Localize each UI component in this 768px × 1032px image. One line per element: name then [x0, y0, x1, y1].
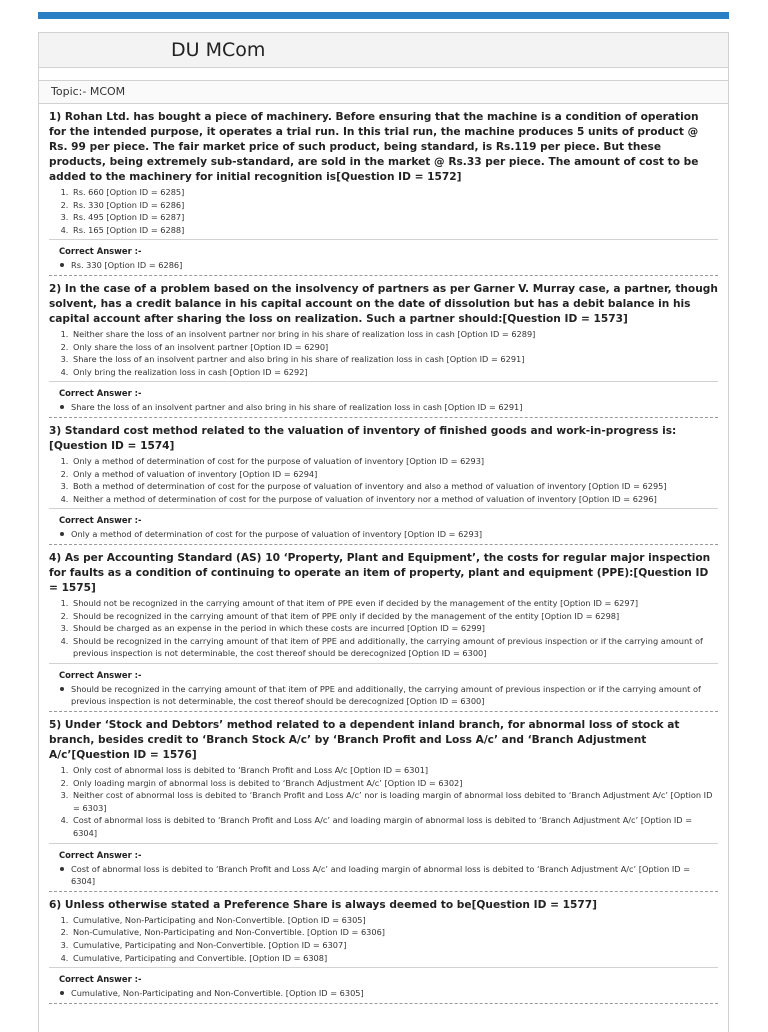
- correct-answer-item: [59, 683, 708, 708]
- option-item: 2. Should be recognized in the carrying amount of that item of PPE only if decided by the management of the entity [Option ID = 6298]: [71, 610, 718, 623]
- option-item: 1. Only cost of abnormal loss is debited to ‘Branch Profit and Loss A/c [Option ID = 6301]: [71, 764, 718, 777]
- title-row: [39, 32, 728, 68]
- correct-answer-block: [49, 239, 718, 276]
- option-item: 4. Cumulative, Participating and Convertible. [Option ID = 6308]: [71, 952, 718, 965]
- correct-answer-label: Correct Answer :-: [59, 669, 142, 680]
- question-block: [39, 892, 728, 1004]
- option-item: 4. Should be recognized in the carrying amount of that item of PPE and additionally, the carrying amount of previous inspection or if the carrying amount of previous inspection is not determinable, the cost thereof should be derecognized [Option ID = 6300]: [71, 635, 718, 660]
- question-block: [39, 545, 728, 712]
- option-item: 3. Should be charged as an expense in the period in which these costs are incurred [Option ID = 6299]: [71, 622, 718, 635]
- question-text: 5) Under ‘Stock and Debtors’ method related to a dependent inland branch, for abnormal loss of stock at branch, besides credit to ‘Branch Stock A/c’ by ‘Branch Profit and Loss A/c’ and ‘Branch Adjustment A/c’[Question ID = 1576]: [49, 719, 680, 762]
- correct-answer-block: [49, 381, 718, 418]
- option-item: 1. Rs. 660 [Option ID = 6285]: [71, 186, 718, 199]
- correct-answer-item: [59, 259, 708, 272]
- option-item: 1. Should not be recognized in the carrying amount of that item of PPE even if decided by the management of the entity [Option ID = 6297]: [71, 597, 718, 610]
- question-block: [39, 276, 728, 418]
- bullet-icon: [60, 687, 64, 691]
- bullet-icon: [60, 532, 64, 536]
- option-item: 1. Only a method of determination of cost for the purpose of valuation of inventory [Option ID = 6293]: [71, 455, 718, 468]
- correct-answer-block: [49, 508, 718, 545]
- question-text: 2) In the case of a problem based on the insolvency of partners as per Garner V. Murray case, a partner, though solvent, has a credit balance in his capital account on the date of dissolution but has a debit balance in his capital account after sharing the loss on realization. Such a partner should:[Question ID = 1573]: [49, 282, 718, 325]
- correct-answer-item: [59, 401, 708, 414]
- correct-answer-text: Rs. 330 [Option ID = 6286]: [71, 260, 183, 271]
- option-item: 4. Rs. 165 [Option ID = 6288]: [71, 224, 718, 237]
- option-item: 4. Only bring the realization loss in cash [Option ID = 6292]: [71, 366, 718, 379]
- correct-answer-label: Correct Answer :-: [59, 388, 142, 399]
- option-item: 2. Non-Cumulative, Non-Participating and Non-Convertible. [Option ID = 6306]: [71, 926, 718, 939]
- correct-answer-block: [49, 967, 718, 1004]
- option-item: 3. Share the loss of an insolvent partner and also bring in his share of realization loss in cash [Option ID = 6291]: [71, 353, 718, 366]
- options-list: [49, 914, 718, 964]
- bullet-icon: [60, 991, 64, 995]
- top-accent-bar: [38, 12, 729, 19]
- option-item: 2. Only share the loss of an insolvent partner [Option ID = 6290]: [71, 341, 718, 354]
- options-list: [49, 328, 718, 378]
- question-block: [39, 104, 728, 276]
- bullet-icon: [60, 405, 64, 409]
- options-list: [49, 597, 718, 660]
- option-item: 4. Neither a method of determination of cost for the purpose of valuation of inventory nor a method of valuation of inventory [Option ID = 6296]: [71, 493, 718, 506]
- correct-answer-block: [49, 843, 718, 892]
- correct-answer-item: [59, 987, 708, 1000]
- spacer-row: [39, 68, 728, 81]
- option-item: 2. Rs. 330 [Option ID = 6286]: [71, 199, 718, 212]
- correct-answer-label: Correct Answer :-: [59, 974, 142, 985]
- correct-answer-text: Cumulative, Non-Participating and Non-Convertible. [Option ID = 6305]: [71, 988, 364, 999]
- option-item: 1. Cumulative, Non-Participating and Non-Convertible. [Option ID = 6305]: [71, 914, 718, 927]
- correct-answer-text: Share the loss of an insolvent partner and also bring in his share of realization loss in cash [Option ID = 6291]: [71, 402, 523, 413]
- correct-answer-item: [59, 863, 708, 888]
- options-list: [49, 455, 718, 505]
- option-item: 3. Both a method of determination of cost for the purpose of valuation of inventory and also a method of valuation of inventory [Option ID = 6295]: [71, 480, 718, 493]
- page-title: DU MCom: [171, 39, 266, 61]
- options-list: [49, 764, 718, 840]
- option-item: 3. Neither cost of abnormal loss is debited to ‘Branch Profit and Loss A/c’ nor is loading margin of abnormal loss debited to ‘Branch Adjustment A/c’ [Option ID = 6303]: [71, 789, 718, 814]
- question-block: [39, 418, 728, 545]
- question-sheet: [38, 32, 729, 1032]
- question-text: 4) As per Accounting Standard (AS) 10 ‘Property, Plant and Equipment’, the costs for regular major inspection for faults as a condition of continuing to operate an item of property, plant and equipment (PPE):[Question ID = 1575]: [49, 551, 711, 594]
- option-item: 3. Cumulative, Participating and Non-Convertible. [Option ID = 6307]: [71, 939, 718, 952]
- question-text: 1) Rohan Ltd. has bought a piece of machinery. Before ensuring that the machine is a condition of operation for the intended purpose, it operates a trial run. In this trial run, the machine produces 5 units of product @ Rs. 99 per piece. The fair market price of such product, being standard, is Rs.119 per piece. But these products, being extremely sub-standard, are sold in the market @ Rs.33 per piece. The amount of cost to be added to the machinery for initial recognition is[Question ID = 1572]: [49, 111, 699, 183]
- option-item: 3. Rs. 495 [Option ID = 6287]: [71, 211, 718, 224]
- topic-label: Topic:- MCOM: [39, 81, 728, 104]
- option-item: 4. Cost of abnormal loss is debited to ‘Branch Profit and Loss A/c’ and loading margin of abnormal loss is debited to ‘Branch Adjustment A/c’ [Option ID = 6304]: [71, 814, 718, 839]
- option-item: 2. Only a method of valuation of inventory [Option ID = 6294]: [71, 468, 718, 481]
- bullet-icon: [60, 263, 64, 267]
- correct-answer-label: Correct Answer :-: [59, 849, 142, 860]
- question-block: [39, 712, 728, 892]
- question-text: 6) Unless otherwise stated a Preference Share is always deemed to be[Question ID = 1577]: [49, 898, 597, 911]
- correct-answer-label: Correct Answer :-: [59, 246, 142, 257]
- correct-answer-text: Cost of abnormal loss is debited to ‘Branch Profit and Loss A/c’ and loading margin of abnormal loss is debited to ‘Branch Adjustment A/c’ [Option ID = 6304]: [71, 863, 691, 887]
- options-list: [49, 186, 718, 236]
- correct-answer-text: Only a method of determination of cost for the purpose of valuation of inventory [Option ID = 6293]: [71, 529, 483, 540]
- option-item: 1. Neither share the loss of an insolvent partner nor bring in his share of realization loss in cash [Option ID = 6289]: [71, 328, 718, 341]
- option-item: 2. Only loading margin of abnormal loss is debited to ‘Branch Adjustment A/c’ [Option ID = 6302]: [71, 777, 718, 790]
- correct-answer-text: Should be recognized in the carrying amount of that item of PPE and additionally, the carrying amount of previous inspection or if the carrying amount of previous inspection is not determinable, the cost thereof should be derecognized [Option ID = 6300]: [71, 683, 701, 707]
- correct-answer-block: [49, 663, 718, 712]
- bullet-icon: [60, 867, 64, 871]
- correct-answer-item: [59, 528, 708, 541]
- question-text: 3) Standard cost method related to the valuation of inventory of finished goods and work-in-progress is:[Question ID = 1574]: [49, 424, 677, 452]
- correct-answer-label: Correct Answer :-: [59, 515, 142, 526]
- question-list: [39, 104, 728, 1004]
